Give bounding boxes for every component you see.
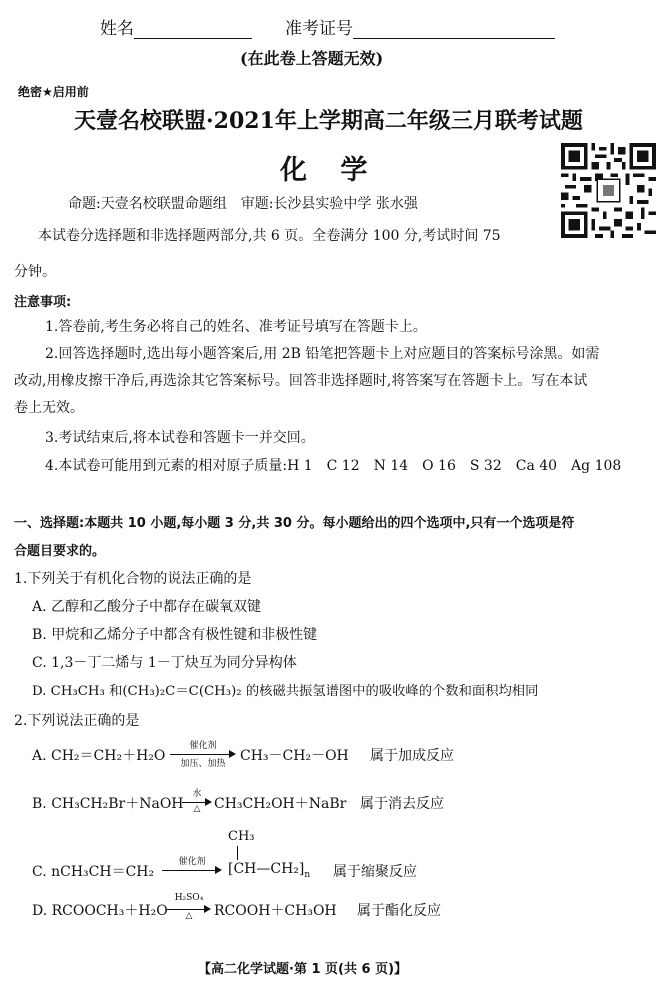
q2-a-reactants: A. CH₂＝CH₂＋H₂O: [32, 748, 166, 764]
q1-option-d: D. CH₃CH₃ 和(CH₃)₂C＝C(CH₃)₂ 的核磁共振氢谱图中的吸收峰的个数和面积均相同: [32, 684, 539, 699]
section-heading-line-1: 一、选择题:本题共 10 小题,每小题 3 分,共 30 分。每小题给出的四个选项中,只有一个选项是符: [14, 516, 575, 531]
q2-d-reactants: D. RCOOCH₃＋H₂O: [32, 903, 168, 919]
q2-b-condition-top: 水: [192, 789, 202, 799]
name-label: 姓名: [100, 19, 134, 39]
q2-c-branch-methyl: CH₃: [228, 829, 255, 844]
q2-d-products: RCOOH＋CH₃OH: [214, 903, 337, 919]
q2-c-note: 属于缩聚反应: [333, 864, 417, 880]
note-item-2-end: 卷上无效。: [14, 400, 84, 416]
name-blank: [134, 20, 252, 39]
q2-d-note: 属于酯化反应: [357, 903, 441, 919]
q1-option-c: C. 1,3－丁二烯与 1－丁炔互为同分异构体: [32, 655, 297, 671]
q2-c-subscript: n: [304, 869, 311, 880]
q2-d-condition-bottom: △: [185, 911, 193, 921]
id-blank: [353, 20, 555, 39]
notes-heading: 注意事项:: [14, 295, 72, 310]
q2-c-condition-top: 催化剂: [178, 857, 206, 867]
q2-b-note: 属于消去反应: [360, 796, 444, 812]
id-label: 准考证号: [285, 19, 353, 39]
qr-code-image: [561, 143, 656, 238]
q2-a-condition-top: 催化剂: [189, 741, 217, 751]
q1-option-b: B. 甲烷和乙烯分子中都含有极性键和非极性键: [32, 627, 318, 643]
note-item-3: 3.考试结束后,将本试卷和答题卡一并交回。: [45, 430, 315, 446]
q2-b-products: CH₃CH₂OH＋NaBr: [214, 796, 347, 812]
q2-stem: 2.下列说法正确的是: [14, 713, 140, 729]
q2-d-condition-top: H₂SO₄: [174, 893, 204, 903]
note-item-1: 1.答卷前,考生务必将自己的姓名、准考证号填写在答题卡上。: [45, 319, 427, 335]
q2-c-branch-bond: [237, 846, 238, 860]
section-heading-line-2: 合题目要求的。: [14, 544, 106, 559]
q2-c-reactants: C. nCH₃CH＝CH₂: [32, 864, 155, 880]
note-item-4: 4.本试卷可能用到元素的相对原子质量:H 1 C 12 N 14 O 16 S 32 Ca 40 Ag 108: [45, 458, 622, 474]
exam-title: 天壹名校联盟·2021年上学期高二年级三月联考试题: [74, 108, 583, 134]
q2-a-products: CH₃－CH₂－OH: [240, 748, 349, 764]
q2-c-polymer-unit: [CH—CH₂]: [228, 861, 305, 877]
q2-a-note: 属于加成反应: [370, 748, 454, 764]
note-item-2-cont: 改动,用橡皮擦干净后,再选涂其它答案标号。回答非选择题时,将答案写在答题卡上。写在本试: [14, 373, 588, 389]
q2-b-reactants: B. CH₃CH₂Br＋NaOH: [32, 796, 184, 812]
q1-stem: 1.下列关于有机化合物的说法正确的是: [14, 571, 252, 587]
author-line: 命题:天壹名校联盟命题组 审题:长沙县实验中学 张水强: [68, 196, 418, 212]
q2-b-condition-bottom: △: [193, 804, 201, 814]
answer-invalid-notice: (在此卷上答题无效): [240, 49, 384, 68]
q2-a-condition-bottom: 加压、加热: [180, 759, 226, 769]
secret-label: 绝密★启用前: [18, 85, 89, 99]
q2-c-product: [228, 861, 310, 880]
id-field: [285, 14, 555, 39]
name-field: [100, 14, 252, 39]
subject-title: 化 学: [280, 155, 380, 186]
intro-line-2: 分钟。: [14, 264, 56, 280]
q1-option-a: A. 乙醇和乙酸分子中都存在碳氧双键: [32, 599, 262, 615]
note-item-2: 2.回答选择题时,选出每小题答案后,用 2B 铅笔把答题卡上对应题目的答案标号涂黑。如需: [45, 346, 600, 362]
page-footer: 【高二化学试题·第 1 页(共 6 页)】: [198, 962, 408, 977]
intro-line-1: 本试卷分选择题和非选择题两部分,共 6 页。全卷满分 100 分,考试时间 75: [38, 228, 501, 244]
